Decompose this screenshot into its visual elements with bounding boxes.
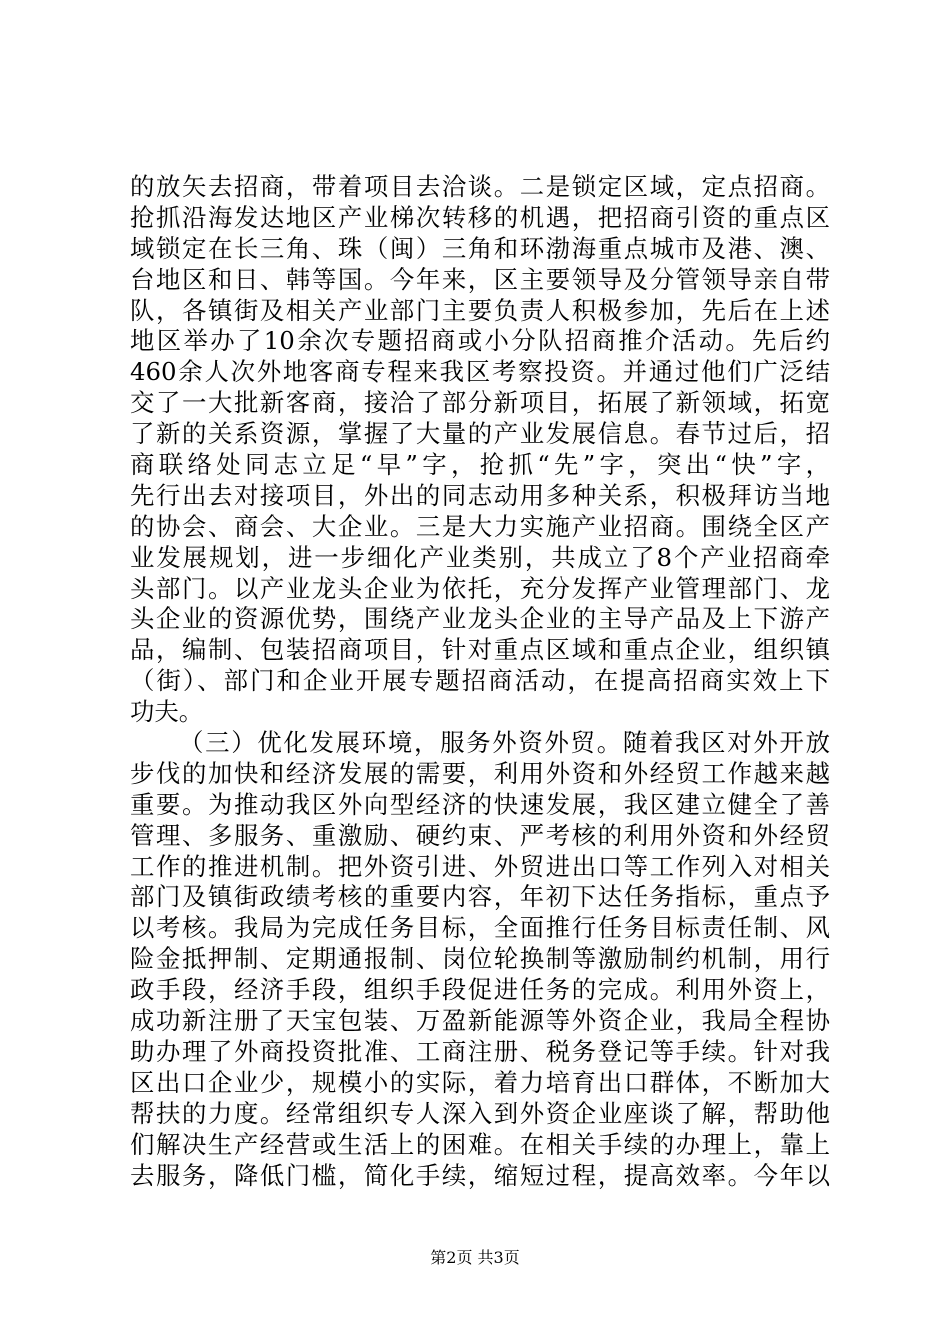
text-line: 政手段，经济手段，组织手段促进任务的完成。利用外资上， bbox=[130, 975, 830, 1005]
text-line: 商联络处同志立足“早”字，抢抓“先”字，突出“快”字， bbox=[130, 450, 830, 480]
text-line: 交了一大批新客商，接洽了部分新项目，拓展了新领域，拓宽 bbox=[130, 388, 830, 418]
section-heading-line: （三）优化发展环境，服务外资外贸。随着我区对外开放 bbox=[179, 728, 830, 758]
text-line: 地区举办了10余次专题招商或小分队招商推介活动。先后约 bbox=[130, 326, 830, 356]
paragraph-end-line: 功夫。 bbox=[130, 697, 204, 727]
text-line: 以考核。我局为完成任务目标，全面推行任务目标责任制、风 bbox=[130, 913, 830, 943]
text-line: 的协会、商会、大企业。三是大力实施产业招商。围绕全区产 bbox=[130, 511, 830, 541]
text-line: 业发展规划，进一步细化产业类别，共成立了8个产业招商牵 bbox=[130, 542, 830, 572]
text-line: 工作的推进机制。把外资引进、外贸进出口等工作列入对相关 bbox=[130, 851, 830, 881]
text-line: 助办理了外商投资批准、工商注册、税务登记等手续。针对我 bbox=[130, 1036, 830, 1066]
text-line: 460余人次外地客商专程来我区考察投资。并通过他们广泛结 bbox=[130, 357, 830, 387]
text-line: 的放矢去招商，带着项目去洽谈。二是锁定区域，定点招商。 bbox=[130, 172, 830, 201]
text-line: 成功新注册了天宝包装、万盈新能源等外资企业，我局全程协 bbox=[130, 1006, 830, 1036]
text-line: 部门及镇街政绩考核的重要内容，年初下达任务指标，重点予 bbox=[130, 882, 830, 912]
text-line: 抢抓沿海发达地区产业梯次转移的机遇，把招商引资的重点区 bbox=[130, 202, 830, 232]
text-line: 去服务，降低门槛，简化手续，缩短过程，提高效率。今年以 bbox=[130, 1160, 830, 1190]
text-line: 台地区和日、韩等国。今年来，区主要领导及分管领导亲自带 bbox=[130, 264, 830, 294]
text-line: 了新的关系资源，掌握了大量的产业发展信息。春节过后，招 bbox=[130, 419, 830, 449]
text-line: 队，各镇街及相关产业部门主要负责人积极参加，先后在上述 bbox=[130, 295, 830, 325]
text-line: 重要。为推动我区外向型经济的快速发展，我区建立健全了善 bbox=[130, 789, 830, 819]
text-line: 头企业的资源优势，围绕产业龙头企业的主导产品及上下游产 bbox=[130, 604, 830, 634]
text-line: （街）、部门和企业开展专题招商活动，在提高招商实效上下 bbox=[130, 666, 830, 696]
text-line: 品，编制、包装招商项目，针对重点区域和重点企业，组织镇 bbox=[130, 635, 830, 665]
text-line: 域锁定在长三角、珠（闽）三角和环渤海重点城市及港、澳、 bbox=[130, 233, 830, 263]
text-line: 区出口企业少，规模小的实际，着力培育出口群体，不断加大 bbox=[130, 1067, 830, 1097]
text-line: 管理、多服务、重激励、硬约束、严考核的利用外资和外经贸 bbox=[130, 820, 830, 850]
text-line: 们解决生产经营或生活上的困难。在相关手续的办理上，靠上 bbox=[130, 1129, 830, 1159]
text-line: 险金抵押制、定期通报制、岗位轮换制等激励制约机制，用行 bbox=[130, 944, 830, 974]
text-line: 步伐的加快和经济发展的需要，利用外资和外经贸工作越来越 bbox=[130, 758, 830, 788]
text-line: 先行出去对接项目，外出的同志动用多种关系，积极拜访当地 bbox=[130, 480, 830, 510]
text-line: 头部门。以产业龙头企业为依托，充分发挥产业管理部门、龙 bbox=[130, 573, 830, 603]
page-number-footer: 第2页 共3页 bbox=[430, 1248, 520, 1267]
document-body bbox=[130, 172, 830, 1191]
text-line: 帮扶的力度。经常组织专人深入到外资企业座谈了解，帮助他 bbox=[130, 1098, 830, 1128]
